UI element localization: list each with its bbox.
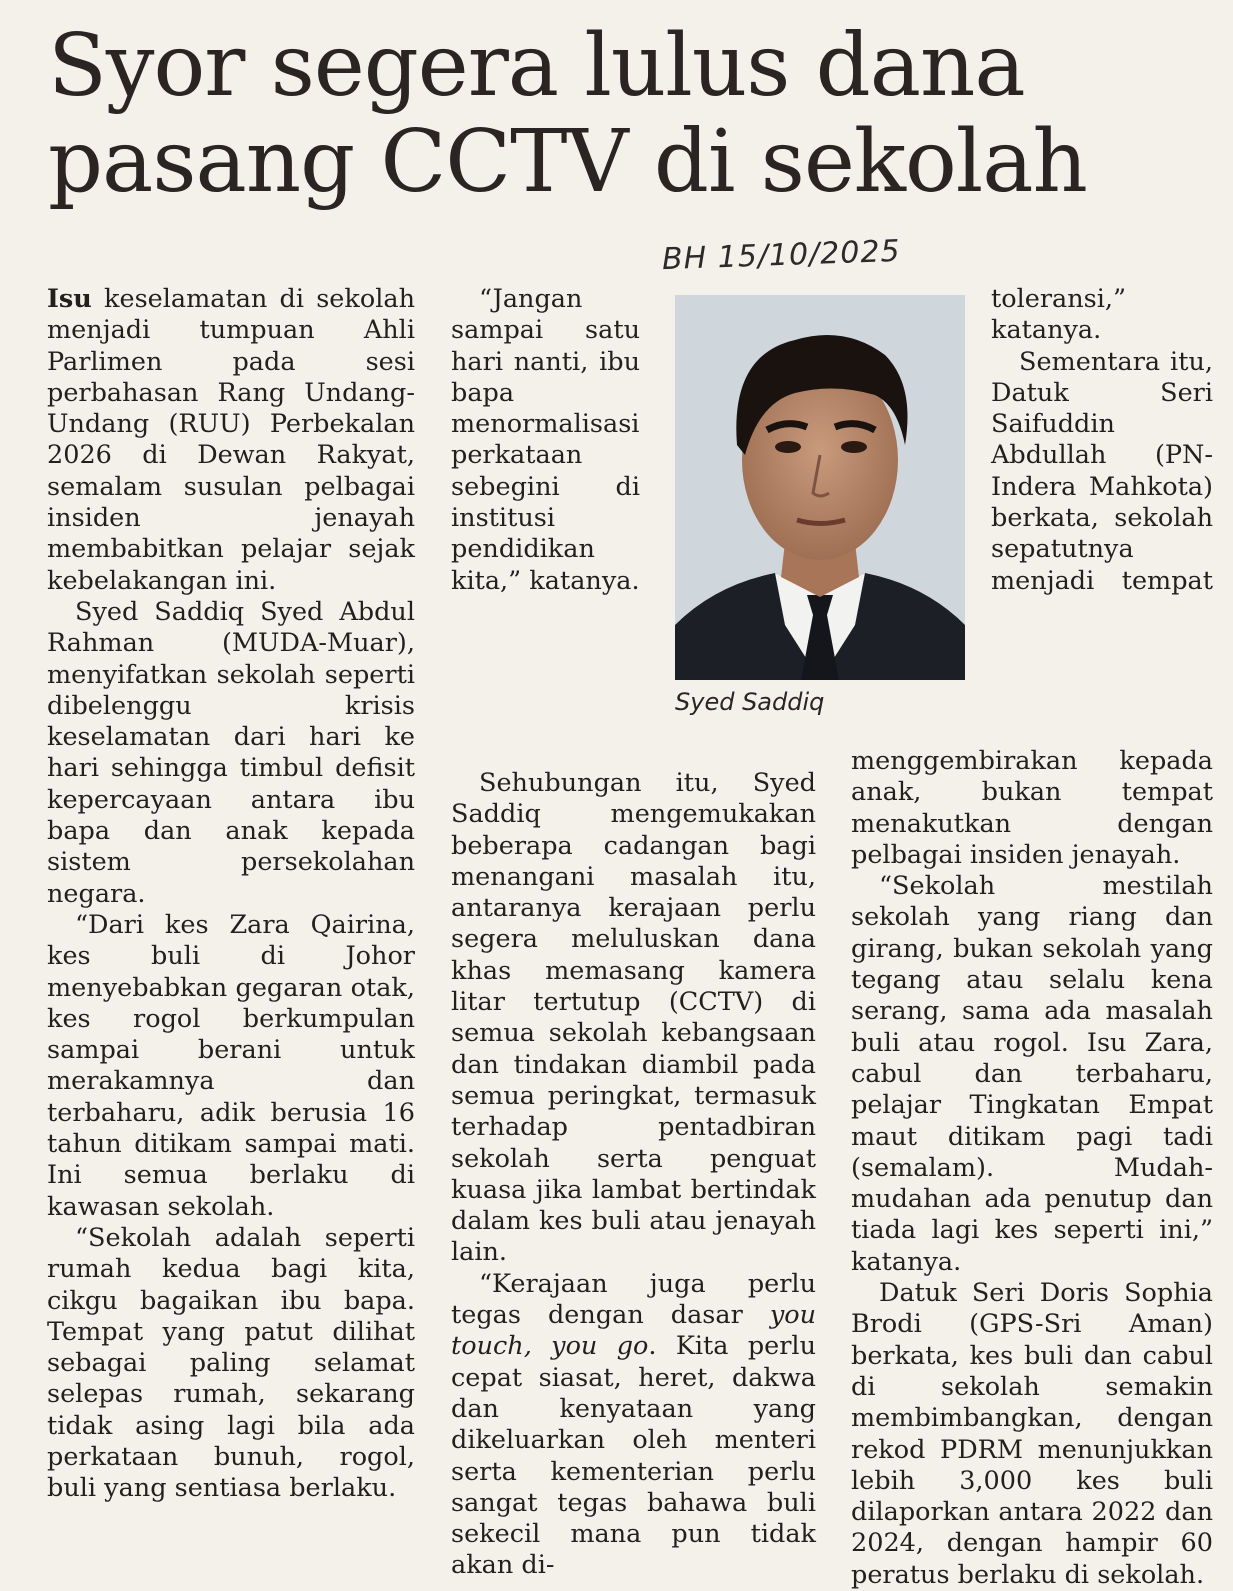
column-1 (47, 284, 415, 1505)
paragraph: toleransi,” katanya. (991, 284, 1127, 346)
portrait-illustration (675, 295, 965, 680)
paragraph: “Jangan sampai satu hari nanti, ibu bapa menormalisasi perkataan sebegini di institusi pendidikan kita,” katanya. (451, 284, 640, 596)
date-stamp: BH 15/10/2025 (661, 233, 902, 278)
portrait-photo (675, 295, 965, 680)
lead-word: Isu (47, 284, 92, 314)
paragraph: Syed Saddiq Syed Abdul Rahman (MUDA-Muar), menyifatkan sekolah seperti dibelenggu krisis keselamatan dari hari ke hari sehingga timbul defisit kepercayaan antara ibu bapa dan anak kepada sistem persekolahan negara. (47, 596, 415, 909)
paragraph: “Kerajaan juga perlu tegas dengan dasar you touch, you go. Kita perlu cepat siasat, heret, dakwa dan kenyataan yang dikeluarkan oleh menteri serta kementerian perlu sangat tegas bahawa buli sekecil mana pun tidak akan di- (451, 1268, 816, 1581)
paragraph: Sementara itu, Datuk Seri Saifuddin Abdullah (PN-Indera Mahkota) berkata, sekolah sepatutnya menjadi tempat menggembirakan kepada anak, bukan tempat menakutkan dengan pelbagai insiden jenayah. (851, 346, 1213, 870)
paragraph: “Dari kes Zara Qairina, kes buli di Johor menyebabkan gegaran otak, kes rogol berkumpulan sampai berani untuk merakamnya dan terbaharu, adik berusia 16 tahun ditikam sampai mati. Ini semua berlaku di kawasan sekolah. (47, 909, 415, 1222)
paragraph: Isu keselamatan di sekolah menjadi tumpuan Ahli Parlimen pada sesi perbahasan Rang Undang-Undang (RUU) Perbekalan 2026 di Dewan Rakyat, semalam susulan pelbagai insiden jenayah membabitkan pelajar sejak kebelakangan ini. (47, 284, 415, 596)
paragraph: Datuk Seri Doris Sophia Brodi (GPS-Sri Aman) berkata, kes buli dan cabul di sekolah semakin membimbangkan, dengan rekod PDRM menunjukkan lebih 3,000 kes buli dilaporkan antara 2022 dan 2024, dengan hampir 60 peratus berlaku di sekolah. (851, 1278, 1213, 1590)
photo-caption: Syed Saddiq (675, 688, 825, 716)
paragraph: Sehubungan itu, Syed Saddiq mengemukakan beberapa cadangan bagi menangani masalah itu, antaranya kerajaan perlu segera meluluskan dana khas memasang kamera litar tertutup (CCTV) di semua sekolah kebangsaan dan tindakan diambil pada semua peringkat, termasuk terhadap pentadbiran sekolah serta penguat kuasa jika lambat bertindak dalam kes buli atau jenayah lain. (451, 768, 816, 1268)
paragraph: “Sekolah mestilah sekolah yang riang dan girang, bukan sekolah yang tegang atau selalu kena serang, sama ada masalah buli atau rogol. Isu Zara, cabul dan terbaharu, pelajar Tingkatan Empat maut ditikam pagi tadi (semalam). Mudah-mudahan ada penutup dan tiada lagi kes seperti ini,” katanya. (851, 871, 1213, 1277)
paragraph: “Sekolah adalah seperti rumah kedua bagi kita, cikgu bagaikan ibu bapa. Tempat yang patut dilihat sebagai paling selamat selepas rumah, sekarang tidak asing lagi bila ada perkataan bunuh, rogol, buli yang sentiasa berlaku. (47, 1222, 415, 1504)
headline: Syor segera lulus dana pasang CCTV di sekolah (48, 16, 1087, 212)
